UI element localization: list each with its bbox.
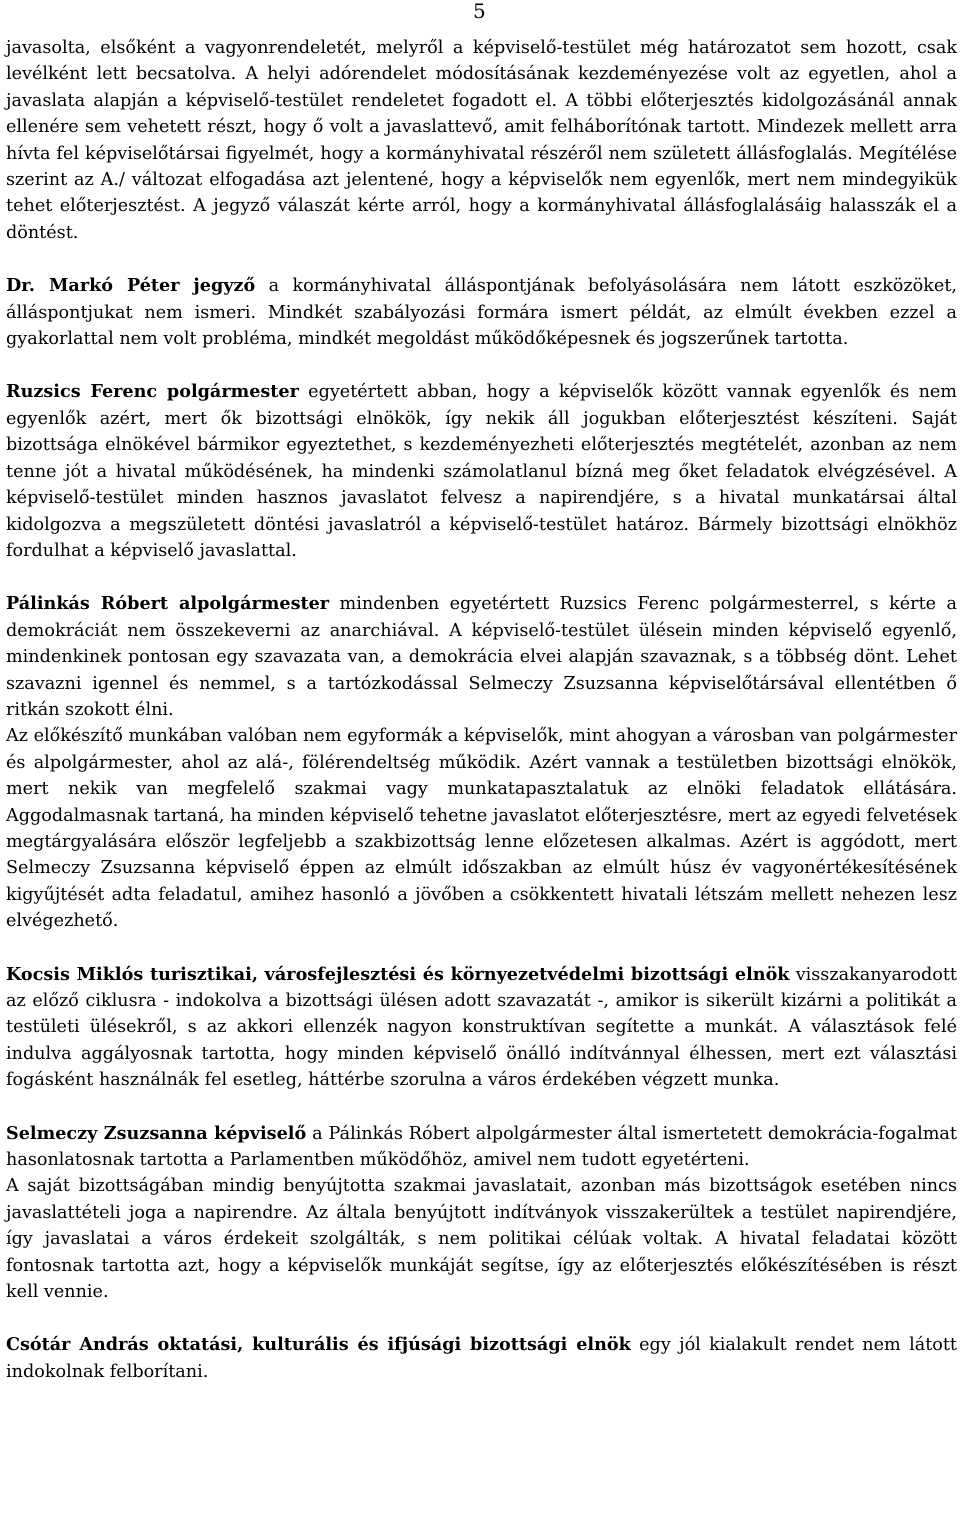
- paragraph-text: javasolta, elsőként a vagyonrendeletét, melyről a képviselő-testület még határozatot sem hozott, csak levélként lett becsatolva. A helyi adórendelet módosításának kezdeményezése volt az egyetlen, ahol a javaslata alapján a képviselő-testület rendeletet fogadott el. A többi előterjesztés kidolgozásánál annak ellenére sem vehetett részt, hogy ő volt a javaslattevő, amit felháborítónak tartott. Mindezek mellett arra hívta fel képviselőtársai figyelmét, hogy a kormányhivatal részéről nem született állásfoglalás. Megítélése szerint az A./ változat elfogadása azt jelentené, hogy a képviselők nem egyenlők, mert nem mindegyikük tehet előterjesztést. A jegyző válaszát kérte arról, hogy a kormányhivatal állásfoglalásáig halasszák el a döntést.: [6, 38, 957, 243]
- speaker-name: Dr. Markó Péter jegyző: [6, 275, 256, 297]
- paragraph-text: egy jól kialakult rendet nem látott indokolnak felborítani.: [6, 1335, 958, 1382]
- paragraph-text: Az előkészítő munkában valóban nem egyformák a képviselők, mint ahogyan a városban van polgármester és alpolgármester, ahol az alá-, fölérendeltség működik. Azért vannak a testületben bizottsági elnökök, mert nekik van megfelelő szakmai vagy munkatapasztalatuk az elnöki feladatok ellátására. Aggodalmasnak tartaná, ha minden képviselő tehetne javaslatot előterjesztésre, mert az egyedi felvetések megtárgyalására először legfeljebb a szakbizottság lenne előzetesen alkalmas. Azért is aggódott, mert Selmeczy Zsuzsanna képviselő éppen az elmúlt időszakban az elmúlt húsz év vagyonértékesítésének kigyűjtését adta feladatul, amihez hasonló a jövőben a csökkentett hivatali létszám mellett nehezen lesz elvégezhető.: [6, 726, 957, 932]
- paragraph-palinkas-robert: [6, 591, 957, 723]
- paragraph-text: visszakanyarodott az előző ciklusra - indokolva a bizottsági ülésen adott szavazatát -, amikor is sikerült kizárni a politikát a testületi ülésekről, s az akkori ellenzék nagyon konstruktívan segítette a munkát. A választások felé indulva aggályosnak tartotta, hogy minden képviselő önálló indítvánnyal élhessen, mert ezt választási fogásként használnák fel esetleg, háttérbe szorulna a város érdekében végzett munka.: [6, 964, 957, 1091]
- paragraph-selmeczy-zsuzsanna: [6, 1121, 957, 1174]
- speaker-name: Pálinkás Róbert alpolgármester: [6, 593, 330, 615]
- paragraph-csotar-andras: [6, 1332, 957, 1385]
- paragraph-selmeczy-zsuzsanna-continued: [6, 1173, 957, 1305]
- minutes-body: [6, 35, 957, 1412]
- paragraph-text: egyetértett abban, hogy a képviselők között vannak egyenlők és nem egyenlők azért, mert ők bizottsági elnökök, így nekik áll jogukban előterjesztést készíteni. Saját bizottsága elnökével bármikor egyeztethet, s kezdeményezheti előterjesztés megtételét, azonban az nem tenne jót a hivatal működésének, ha mindenki számolatlanul bízná meg őket feladatok elvégzésével. A képviselő-testület minden hasznos javaslatot felvesz a napirendjére, s a hivatal munkatársai által kidolgozva a megszületett döntési javaslatról a képviselő-testület határoz. Bármely bizottsági elnökhöz fordulhat a képviselő javaslattal.: [6, 382, 957, 561]
- paragraph-kocsis-miklos: [6, 962, 957, 1094]
- paragraph-ruzsics-ferenc: [6, 379, 957, 564]
- paragraph-proposal-history: [6, 35, 957, 246]
- speaker-name: Kocsis Miklós turisztikai, városfejlesztési és környezetvédelmi bizottsági elnök: [6, 963, 790, 985]
- paragraph-text: A saját bizottságában mindig benyújtotta szakmai javaslatait, azonban más bizottságok esetében nincs javaslattételi joga a napirendre. Az általa benyújtott indítványok visszakerültek a testület napirendjére, így javaslatai a város érdekeit szolgálták, s nem politikai célúak voltak. A hivatal feladatai között fontosnak tartotta azt, hogy a képviselők munkáját segítse, így az előterjesztés előkészítésében is részt kell vennie.: [6, 1176, 957, 1303]
- paragraph-marko-peter: [6, 273, 957, 352]
- paragraph-text: a kormányhivatal álláspontjának befolyásolására nem látott eszközöket, álláspontjukat nem ismeri. Mindkét szabályozási formára ismert példát, az elmúlt években ezzel a gyakorlattal nem volt probléma, mindkét megoldást működőképesnek és jogszerűnek tartotta.: [6, 276, 957, 350]
- speaker-name: Ruzsics Ferenc polgármester: [6, 381, 299, 403]
- page-number: 5: [473, 0, 486, 23]
- speaker-name: Csótár András oktatási, kulturális és ifjúsági bizottsági elnök: [6, 1334, 631, 1356]
- paragraph-palinkas-robert-continued: [6, 723, 957, 934]
- paragraph-text: mindenben egyetértett Ruzsics Ferenc polgármesterrel, s kérte a demokráciát nem összekeverni az anarchiával. A képviselő-testület ülésein minden képviselő egyenlő, mindenkinek pontosan egy szavazata van, a demokrácia elvei alapján szavaznak, s a többség dönt. Lehet szavazni igennel és nemmel, s a tartózkodással Selmeczy Zsuzsanna képviselőtársával ellentétben ő ritkán szokott élni.: [6, 594, 957, 720]
- speaker-name: Selmeczy Zsuzsanna képviselő: [6, 1122, 307, 1144]
- paragraph-text: a Pálinkás Róbert alpolgármester által ismertetett demokrácia-fogalmat hasonlatosnak tartotta a Parlamentben működőhöz, amivel nem tudott egyetérteni.: [6, 1123, 957, 1171]
